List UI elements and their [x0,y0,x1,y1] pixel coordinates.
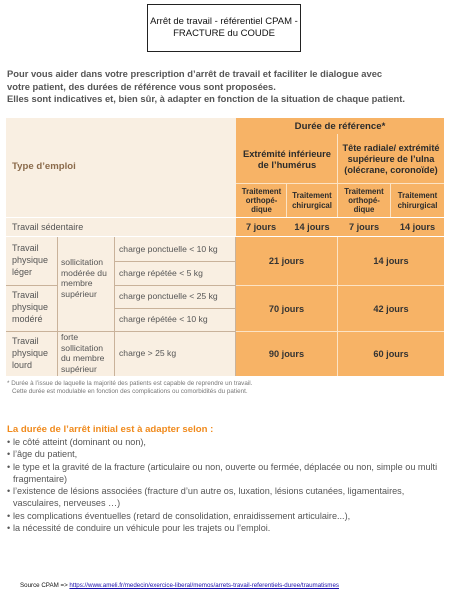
header-divider [236,183,444,184]
footnote-line-1: * Durée à l’issue de laquelle la majorité des patients est capable de reprendre un travail. [7,380,253,387]
type-emploi-header: Type d’emploi [12,161,76,172]
line-l3 [115,308,235,309]
category-modere: Travail physique modéré [12,290,49,324]
sollicitation-forte: forte sollicitation du membre supérieur [61,332,105,374]
col-line-category [57,237,58,376]
adapt-item: • l’âge du patient, [7,448,445,460]
value-leger-humerus: 21 jours [268,256,305,266]
charge-leger-1: charge ponctuelle < 10 kg [119,244,218,254]
adapt-item: • le type et la gravité de la fracture (articulaire ou non, ouverte ou fermée, déplacée ou non, simple ou multi fragmentaire) [7,461,445,486]
category-lourd: Travail physique lourd [12,336,49,370]
sub-header-chir-2: Traitement chirurgical [397,191,438,210]
sub-header-ortho-2: Traitement orthopé-dique [344,186,384,215]
row-sedentaire-label: Travail sédentaire [12,222,84,232]
source-link[interactable]: https://www.ameli.fr/medecin/exercice-liberal/memos/arrets-travail-referentiels-duree/traumatismes [69,582,339,589]
footnote-line-2: Cette durée est modulable en fonction des complications ou comorbidités du patient. [12,388,248,395]
sub-header-ortho-1: Traitement orthopé-dique [241,186,282,215]
value-leger-radial: 14 jours [373,256,409,266]
intro-line-1: Pour vous aider dans votre prescription d’arrêt de travail et faciliter le dialogue avec [7,68,383,79]
intro-paragraph [7,68,445,106]
charge-lourd-1: charge > 25 kg [119,348,177,358]
charge-modere-1: charge ponctuelle < 25 kg [119,291,218,301]
value-modere-humerus: 70 jours [268,303,305,314]
adapt-item: • la nécessité de conduire un véhicule pour les trajets ou l’emploi. [7,522,445,534]
adapt-item: • le côté atteint (dominant ou non), [7,436,445,448]
duree-reference-header: Durée de référence* [294,120,386,132]
charge-modere-2: charge répétée < 10 kg [119,314,208,324]
sollicitation-moderee: sollicitation modérée du membre supérieur [61,257,107,299]
line-l1 [115,261,235,262]
line-l4 [6,331,235,332]
intro-line-2: votre patient, des durées de référence vous sont proposées. [7,80,276,92]
col-group-humerus: Extrémité inférieure de l’humérus [242,147,332,170]
source-line [20,582,339,589]
value-lourd-humerus: 90 jours [268,349,305,359]
title-line-1: Arrêt de travail - référentiel CPAM - [150,16,298,27]
sedentaire-value-2: 14 jours [294,222,330,232]
sedentaire-value-1: 7 jours [245,222,277,232]
sedentaire-value-3: 7 jours [348,222,380,232]
line-cat1 [6,285,58,286]
document-title [147,4,301,52]
title-line-2: FRACTURE du COUDE [173,28,275,39]
category-leger: Travail physique léger [12,243,49,277]
col-group-radial: Tête radiale/ extrémité supérieure de l’ulna (olécrane, coronoïde) [342,142,440,175]
adapt-item: • les complications éventuelles (retard de consolidation, enraidissement articulaire...), [7,510,445,522]
intro-line-3: Elles sont indicatives et, bien sûr, à adapter en fonction de la situation de chaque patient. [7,93,406,105]
adapt-item: • l’existence de lésions associées (fracture d’un autre os, luxation, lésions cutanées, ligamentaires, vasculaires, nerveuses …) [7,485,445,510]
sedentaire-value-4: 14 jours [399,222,436,232]
value-modere-radial: 42 jours [373,303,409,314]
source-label: Source CPAM => [20,582,70,589]
charge-leger-2: charge répétée < 5 kg [119,268,203,278]
col-line-sollicitation [114,237,115,376]
value-lourd-radial: 60 jours [373,349,409,359]
adapt-title: La durée de l’arrêt initial est à adapter selon : [7,424,214,435]
adapt-list [7,436,445,534]
footnote [7,380,445,396]
sub-header-chir-1: Traitement chirurgical [292,191,332,210]
line-l2 [115,285,235,286]
